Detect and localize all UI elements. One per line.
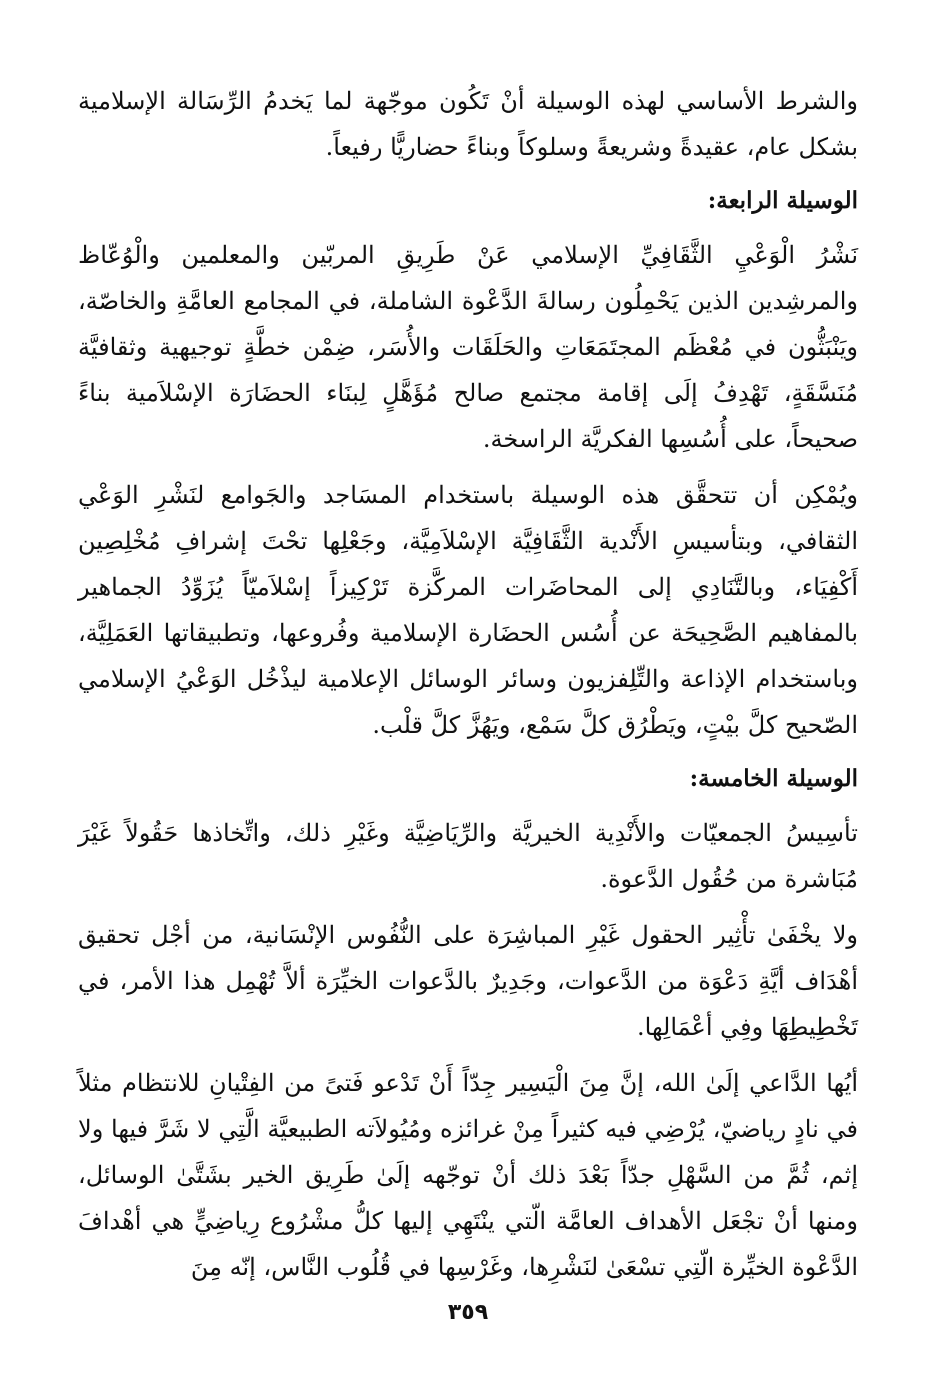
paragraph: ولا يخْفَىٰ تأْثِير الحقول غَيْرِ المباشِرَة على النُّفُوس الإنْسَانية، من أجْل تحقيق أهْدَاف أيَّةِ دَعْوَة من الدَّعوات، وجَدِيرٌ بالدَّعوات الخيِّرَة ألاَّ تُهْمِل هذا الأمر، في تَخْطِيطِهَا وفِي أعْمَالِها. [78, 921, 858, 1041]
paragraph: أيُها الدَّاعي إلَىٰ الله، إنَّ مِنَ الْيَسِير جِدّاً أَنْ تَدْعو فَتىً من الفِتْيانِ للانتظام مثلاً في نادٍ رياضيّ، يُرْضِي فيه كثيراً مِنْ غرائزه ومُيُولاَته الطبيعيَّة الَّتِي لا شَرَّ فيها ولا إثم، ثُمَّ من السَّهْلِ جدّاً بَعْدَ ذلك أنْ توجّهه إلَىٰ طَرِيق الخير بشَتَّىٰ الوسائل، ومنها أنْ تجْعَل الأهداف العامَّة الّتي ينْتَهِي إليها كلُّ مشْرُوع رِياضِيٍّ هي أهْدافَ الدَّعْوة الخيِّرة الّتِي تسْعَىٰ لنَشْرِها، وغَرْسِها في قُلُوب النَّاس، إنّه مِنَ [78, 1069, 859, 1281]
paragraph: تأسِيسُ الجمعيّات والأَنْدِية الخيريَّة والرِّيَاضِيَّة وغَيْرِ ذلك، واتِّخاذها حَقُولاً غَيْرَ مُبَاشرة من حُقُول الدَّعوة. [78, 819, 858, 893]
intro-paragraph: والشرط الأساسي لهذه الوسيلة أنْ تَكُون موجّهة لما يَخدمُ الرِّسَالة الإسلامية بشكل عام، عقيدةً وشريعةً وسلوكاً وبناءً حضاريًّا رفيعاً. [78, 87, 858, 161]
page-body [78, 78, 858, 1300]
paragraph: ويُمْكِن أن تتحقَّق هذه الوسيلة باستخدام المسَاجد والجَوامع لنَشْرِ الوَعْي الثقافي، وبتأسيسِ الأَنْدية الثَّقَافِيَّة الإسْلاَمِيَّة، وجَعْلِها تحْتَ إشرافِ مُخْلِصِين أَكْفِيَاء، وبالتَّنَادِي إلى المحاضَرات المركَّزة تَرْكِيزاً إسْلاَميّاً يُزَوِّدُ الجماهير بالمفاهيم الصَّحِيحَة عن أُسُس الحضَارة الإسلامية وفُروعها، وتطبيقاتها العَمَلِيَّة، وباستخدام الإذاعة والتِّلِفزيون وسائر الوسائل الإعلامية ليذْخُل الوَعْيُ الإسلامي الصّحيح كلَّ بيْتٍ، ويَطْرُق كلَّ سَمْع، ويَهُزَّ كلَّ قلْب. [78, 481, 858, 739]
section-heading-fourth-means: الوسيلة الرابعة: [707, 187, 858, 214]
paragraph: نَشْرُ الْوَعْيِ الثَّقَافِيِّ الإسلامي عَنْ طَرِيقِ المربّين والمعلمين والْوُعّاظ والمرشِدين الذين يَحْمِلُون رسالةَ الدَّعْوة الشاملة، في المجامع العامَّةِ والخاصّة، ويَنْبَثُّون في مُعْظَم المجتَمَعَاتِ والحَلَقَات والأُسَر، ضِمْن خطَّةٍ توجيهية وثقافيَّة مُنَسَّقَةٍ، تَهْدِفُ إلَى إقامة مجتمع صالح مُؤَهَّلٍ لِبنَاء الحضَارَة الإسْلاَمية بناءً صحيحاً، على أُسُسِها الفكريَّة الراسخة. [78, 241, 858, 453]
section-heading-fifth-means: الوسيلة الخامسة: [689, 765, 858, 792]
page-number: ٣٥٩ [447, 1300, 489, 1325]
